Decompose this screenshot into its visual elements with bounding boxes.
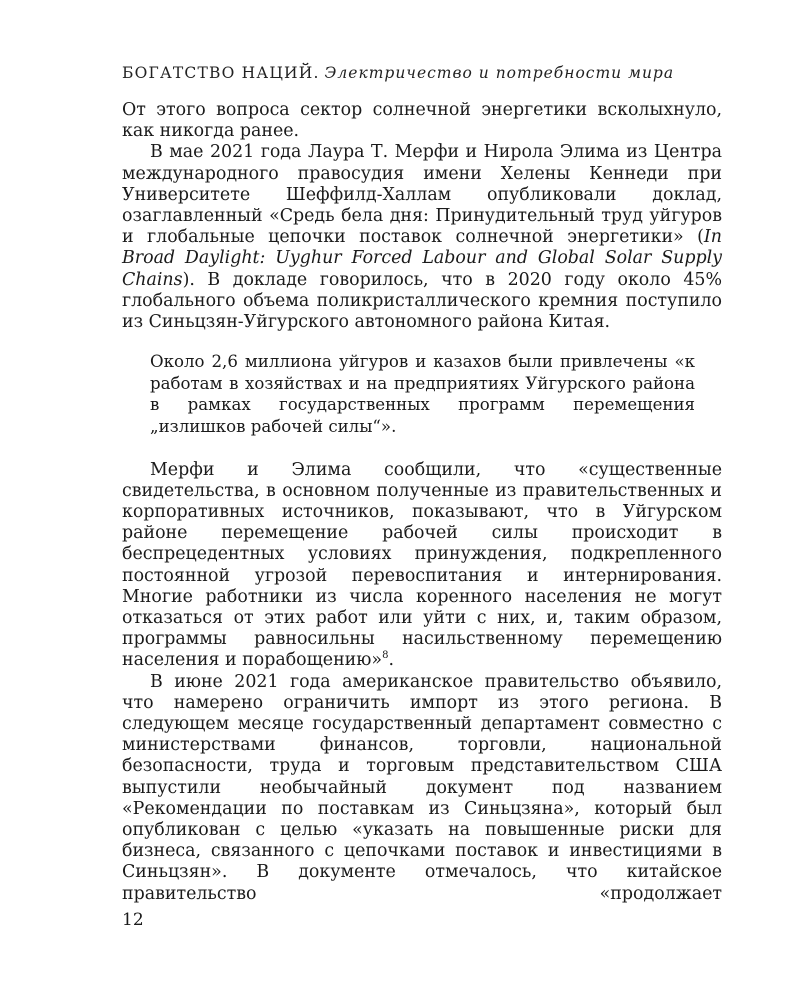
paragraph-2-part-a: В мае 2021 года Лаура Т. Мерфи и Нирола Элима из Центра международного правосудия имени Хелены Кеннеди при Университете Шеффилд-Халлам опубликовали доклад, озаглавленный «Средь бела дня: Принудительный труд уйгуров и глобальные цепочки поставок солнечной энергетики» ( [122, 142, 722, 248]
page-number: 12 [122, 910, 144, 930]
paragraph-2 [122, 142, 722, 333]
block-quote-text: Около 2,6 миллиона уйгуров и казахов были привлечены «к работам в хозяйствах и на предприятиях Уйгурского района в рамках государственных программ перемещения „излишков рабочей силы“». [150, 352, 695, 437]
block-quote [150, 351, 695, 437]
running-header [122, 64, 674, 82]
report-title-english: In Broad Daylight: Uyghur Forced Labour and Global Solar Supply Chains [122, 227, 722, 290]
body-text [122, 100, 722, 905]
footnote-marker: 8 [382, 650, 389, 662]
paragraph-2-part-b: ). В докладе говорилось, что в 2020 году около 45% глобального объема поликристаллического кремния поступило из Синьцзян-Уйгурского автономного района Китая. [122, 269, 722, 333]
paragraph-4: В июне 2021 года американское правительство объявило, что намерено ограничить импорт из этого региона. В следующем месяце государственный департамент совместно с министерствами финансов, торговли, национальной безопасности, труда и торговым представительством США выпустили необычайный документ под названием «Рекомендации по поставкам из Синьцзяна», который был опубликован с целью «указать на повышенные риски для бизнеса, связанного с цепочками поставок и инвестициями в Синьцзян». В документе отмечалось, что китайское правительство «продолжает [122, 671, 722, 904]
paragraph-3 [122, 460, 722, 672]
paragraph-3-text: Мерфи и Элима сообщили, что «существенные свидетельства, в основном полученные из правительственных и корпоративных источников, показывают, что в Уйгурском районе перемещение рабочей силы происходит в беспрецедентных условиях принуждения, подкрепленного постоянной угрозой перевоспитания и интернирования. Многие работники из числа коренного населения не могут отказаться от этих работ или уйти с них, и, таким образом, программы равносильны насильственному перемещению населения и порабощению» [122, 459, 722, 671]
paragraph-1: От этого вопроса сектор солнечной энергетики всколыхнуло, как никогда ранее. [122, 100, 722, 142]
paragraph-3-end: . [388, 650, 394, 671]
header-subtitle: Электричество и потребности мира [324, 64, 675, 82]
header-title: БОГАТСТВО НАЦИЙ [122, 64, 314, 82]
header-separator: . [313, 64, 319, 82]
